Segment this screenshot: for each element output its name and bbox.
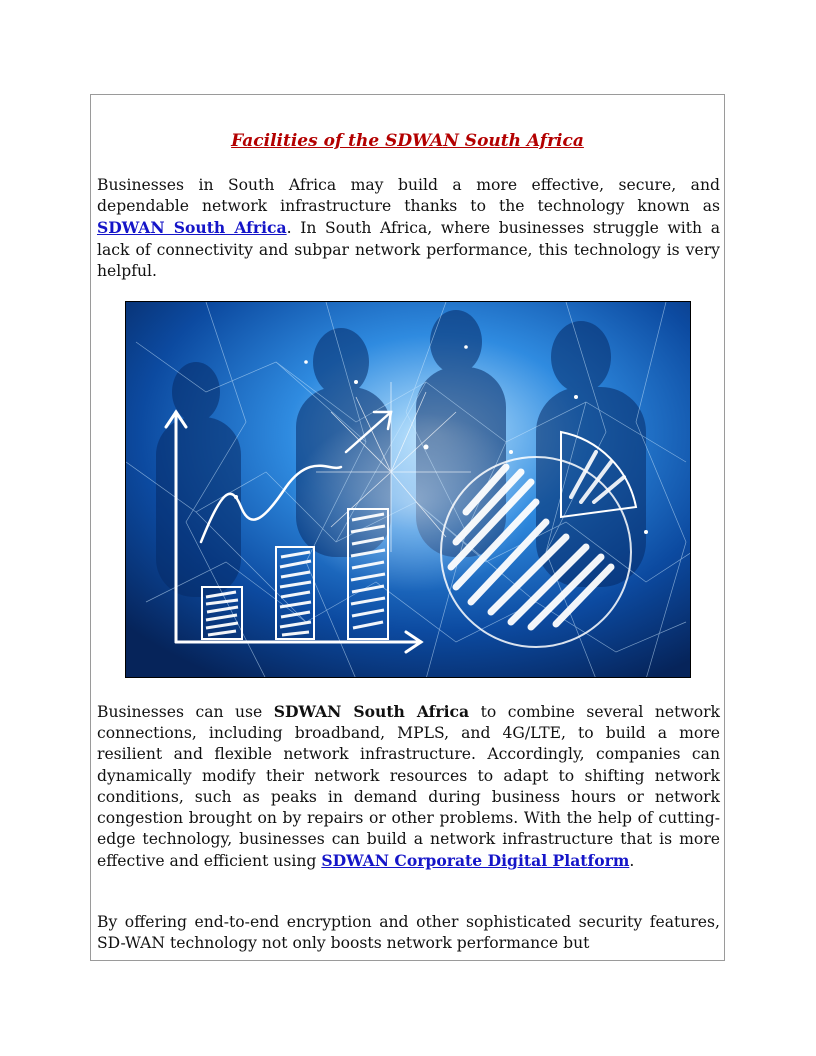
document-page <box>90 94 725 961</box>
intro-text-b: . In South Africa, where businesses struggle with a lack of connectivity and subpar network performance, this technology is very helpful. <box>97 219 721 280</box>
body-paragraph <box>97 701 720 873</box>
sdwan-south-africa-link[interactable]: SDWAN South Africa <box>97 218 287 238</box>
body-text-b: to combine several network connections, including broadband, MPLS, and 4G/LTE, to build a more resilient and flexible network infrastructure. Accordingly, companies can dynamically modify their network resources to adapt to shifting network conditions, such as peaks in demand during business hours or network congestion brought on by repairs or other problems. With the help of cutting-edge technology, businesses can build a network infrastructure that is more effective and efficient using <box>97 703 720 871</box>
body-text-a: Businesses can use <box>97 703 274 721</box>
intro-paragraph <box>97 175 720 282</box>
intro-text-a: Businesses in South Africa may build a more effective, secure, and dependable network infrastructure thanks to the technology known as <box>97 176 720 216</box>
body-text-c: . <box>629 852 635 871</box>
security-paragraph: By offering end-to-end encryption and other sophisticated security features, SD-WAN technology not only boosts network performance but <box>97 913 720 953</box>
sdwan-south-africa-bold: SDWAN South Africa <box>273 702 470 721</box>
sdwan-corporate-platform-link[interactable]: SDWAN Corporate Digital Platform <box>321 851 630 871</box>
article-title: Facilities of the SDWAN South Africa <box>231 131 584 151</box>
business-analytics-image <box>125 301 691 678</box>
